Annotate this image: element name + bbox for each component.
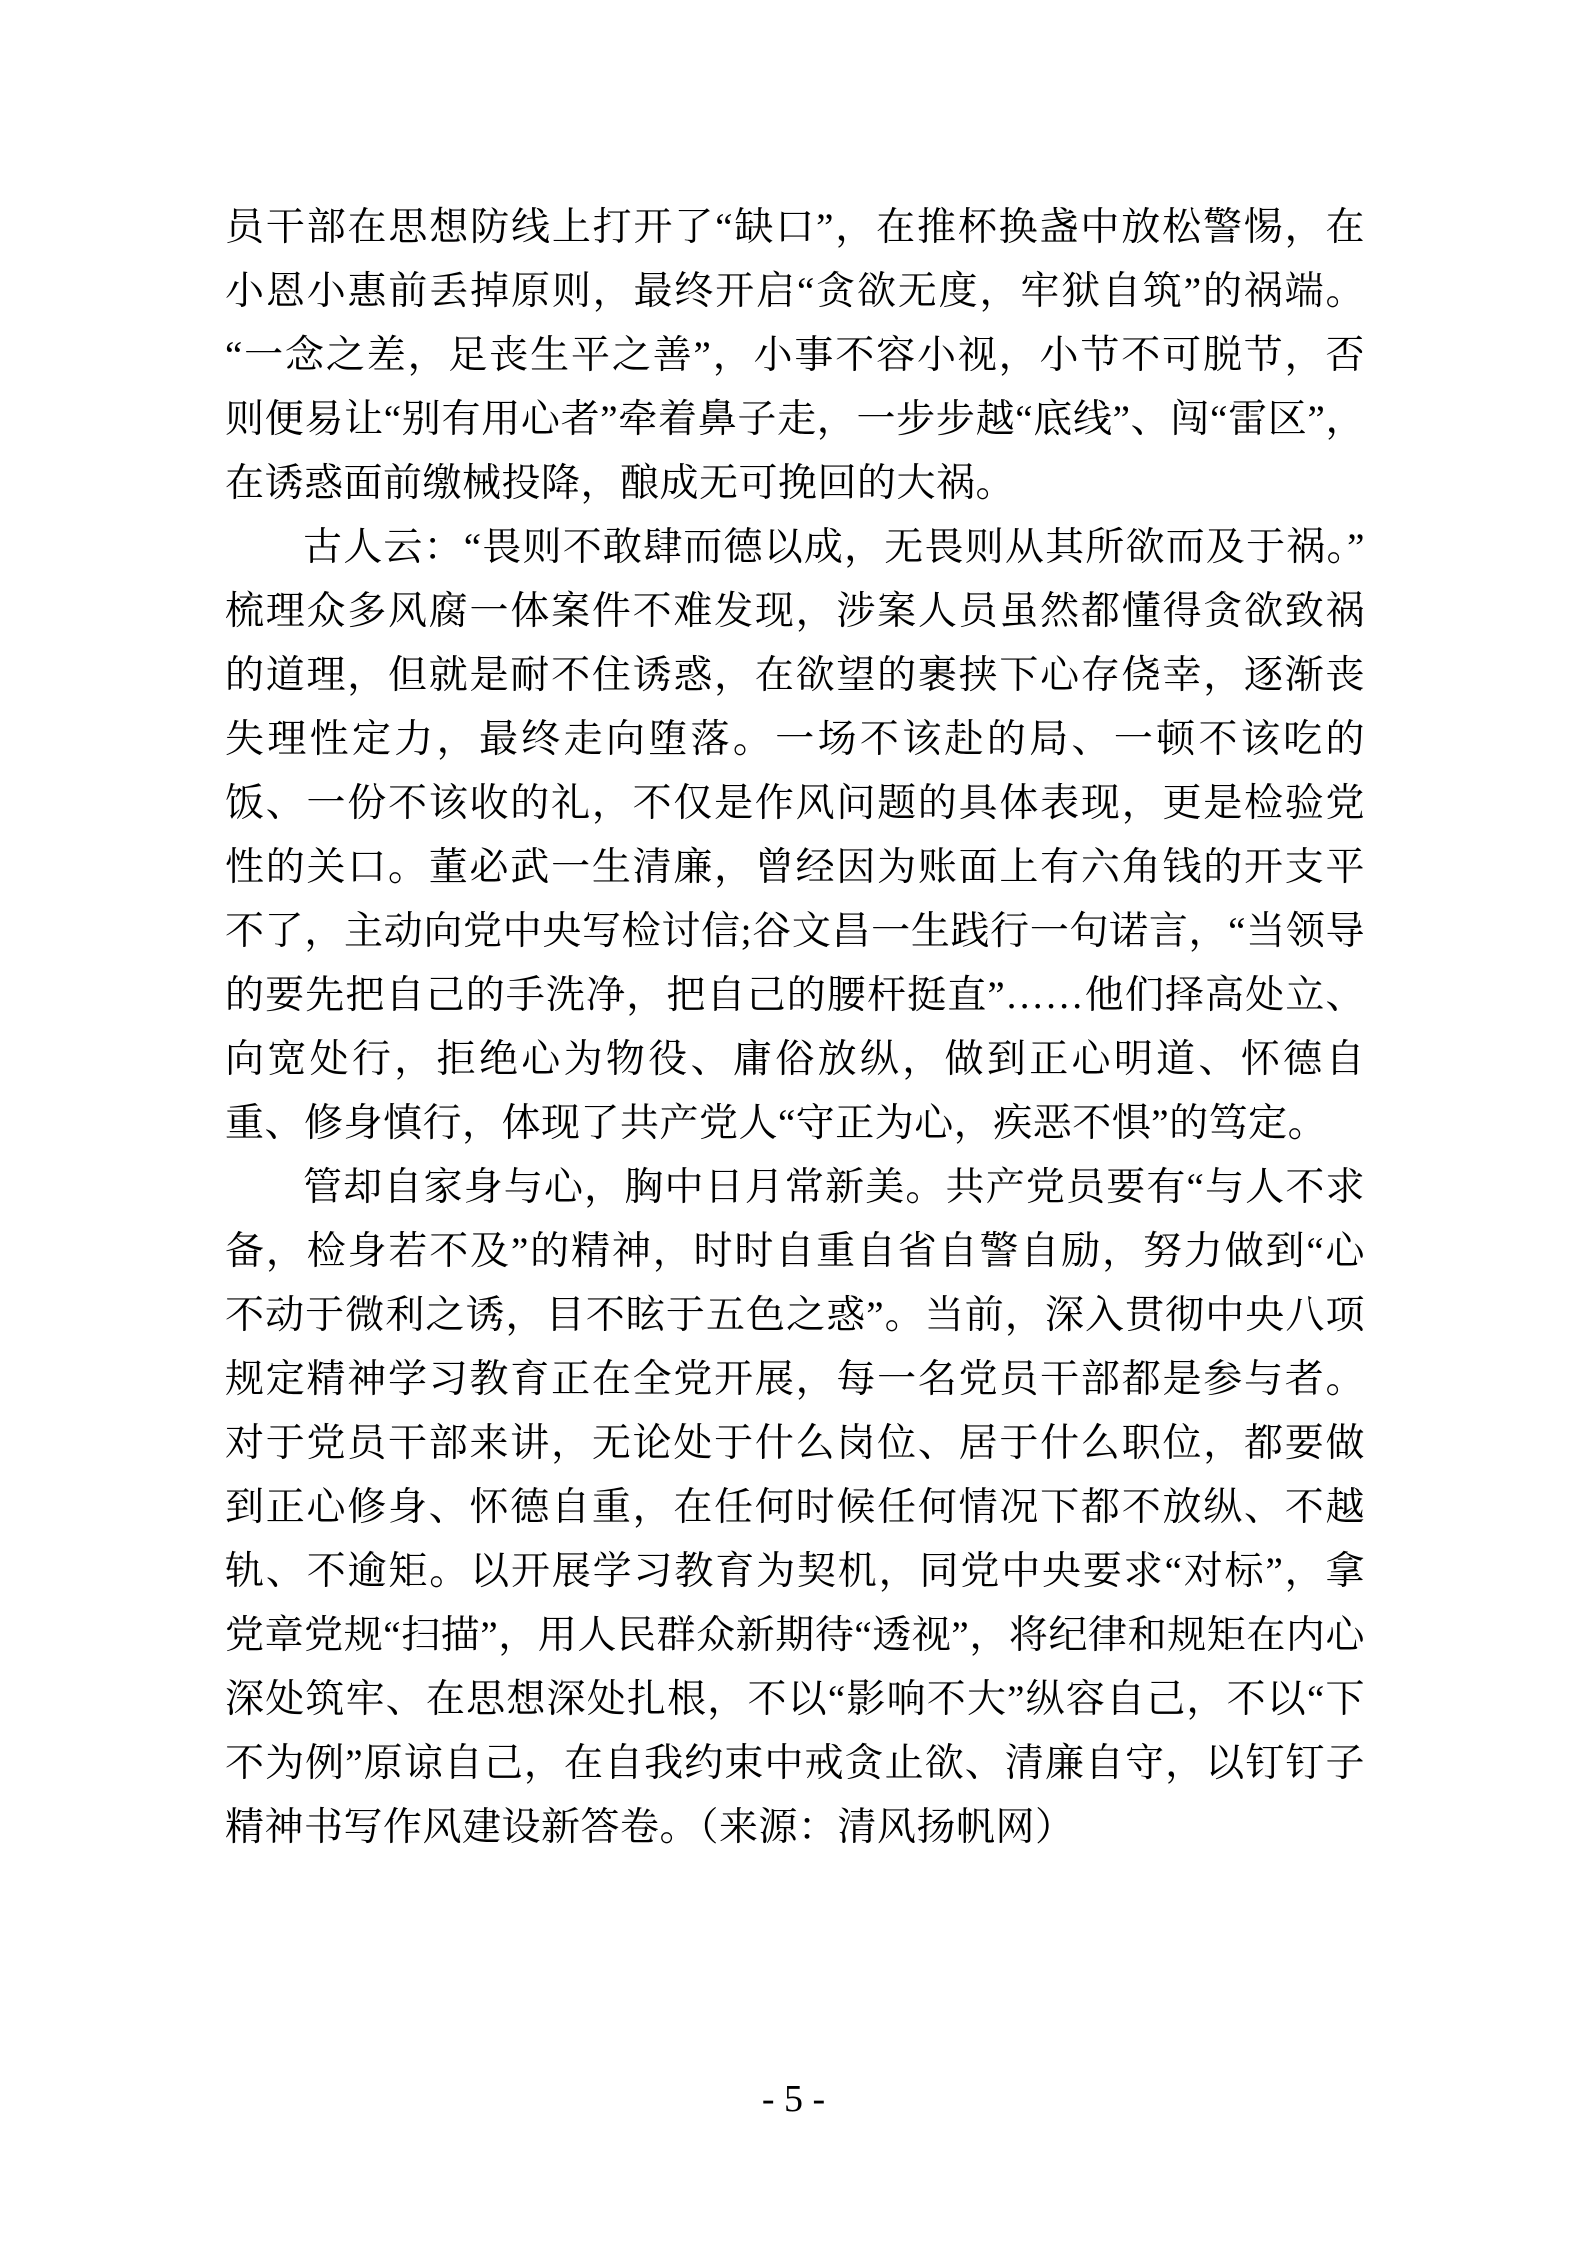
paragraph-guanque-zijia: 管却自家身与心，胸中日月常新美。共产党员要有“与人不求备，检身若不及”的精神，时时自重自省自警自励，努力做到“心不动于微利之诱，目不眩于五色之惑”。当前，深入贯彻中央八项规定精神学习教育正在全党开展，每一名党员干部都是参与者。对于党员干部来讲，无论处于什么岗位、居于什么职位，都要做到正心修身、怀德自重，在任何时候任何情况下都不放纵、不越轨、不逾矩。以开展学习教育为契机，同党中央要求“对标”，拿党章党规“扫描”，用人民群众新期待“透视”，将纪律和规矩在内心深处筑牢、在思想深处扎根，不以“影响不大”纵容自己，不以“下不为例”原谅自己，在自我约束中戒贪止欲、清廉自守，以钉钉子精神书写作风建设新答卷。（来源：清风扬帆网）	[225, 1166, 1365, 1849]
document-text-block	[225, 196, 1365, 1860]
paragraph-guren-yun: 古人云：“畏则不敢肆而德以成，无畏则从其所欲而及于祸。”梳理众多风腐一体案件不难发现，涉案人员虽然都懂得贪欲致祸的道理，但就是耐不住诱惑，在欲望的裹挟下心存侥幸，逐渐丧失理性定力，最终走向堕落。一场不该赴的局、一顿不该吃的饭、一份不该收的礼，不仅是作风问题的具体表现，更是检验党性的关口。董必武一生清廉，曾经因为账面上有六角钱的开支平不了，主动向党中央写检讨信;谷文昌一生践行一句诺言，“当领导的要先把自己的手洗净，把自己的腰杆挺直”……他们择高处立、向宽处行，拒绝心为物役、庸俗放纵，做到正心明道、怀德自重、修身慎行，体现了共产党人“守正为心，疾恶不惧”的笃定。	[225, 526, 1365, 1145]
paragraph-continuation: 员干部在思想防线上打开了“缺口”，在推杯换盏中放松警惕，在小恩小惠前丢掉原则，最终开启“贪欲无度，牢狱自筑”的祸端。“一念之差，足丧生平之善”，小事不容小视，小节不可脱节，否则便易让“别有用心者”牵着鼻子走，一步步越“底线”、闯“雷区”，在诱惑面前缴械投降，酿成无可挽回的大祸。	[225, 206, 1365, 505]
page-number: - 5 -	[761, 2078, 826, 2120]
